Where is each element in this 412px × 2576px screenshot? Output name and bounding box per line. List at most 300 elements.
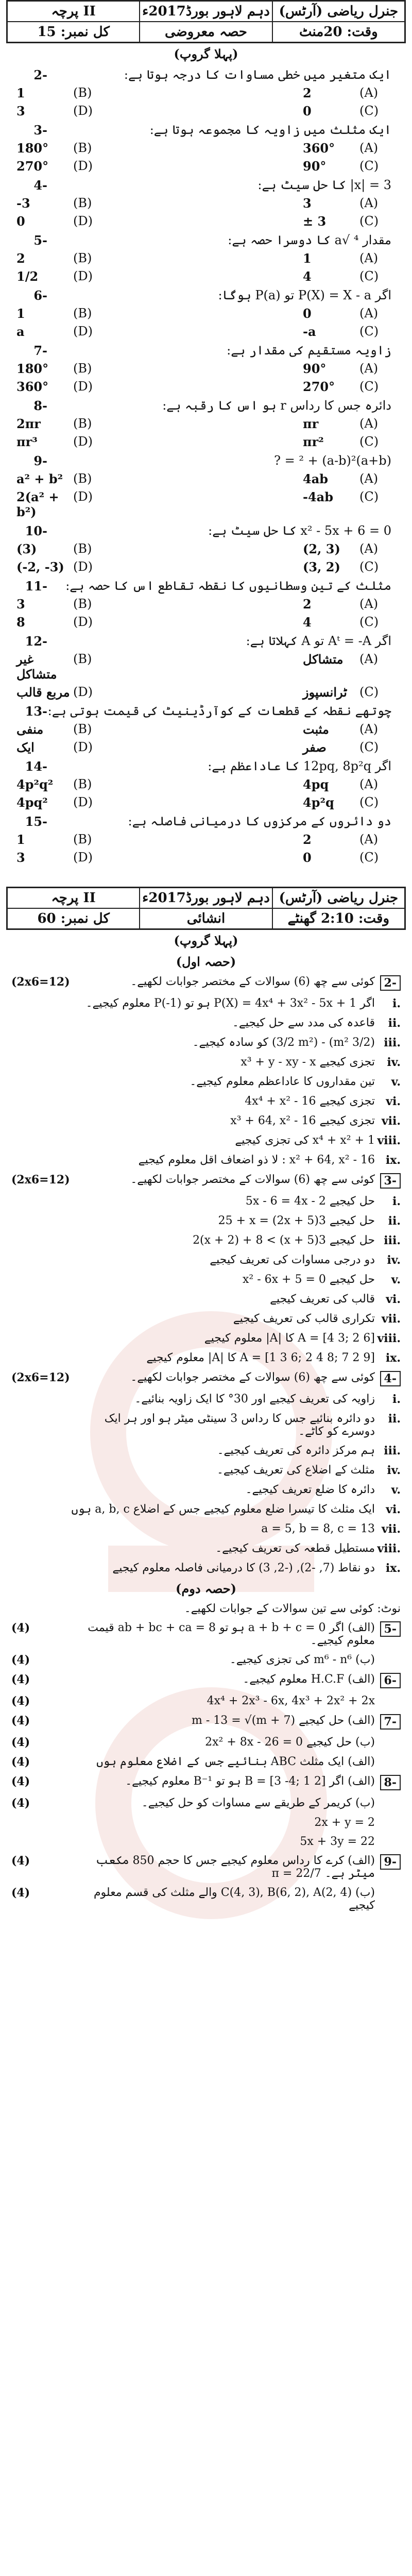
option-label: (B) xyxy=(73,541,92,556)
mcq-text: ایک مثلث میں زاویہ کا مجموعہ ہوتا ہے: xyxy=(149,123,391,137)
paper2-subject: جنرل ریاضی (آرٹس) xyxy=(272,888,405,908)
short-question-item xyxy=(6,1500,406,1519)
item-number: vii. xyxy=(381,1312,401,1326)
short-question-item xyxy=(6,1250,406,1270)
short-question-item xyxy=(6,1348,406,1368)
short-question-item xyxy=(6,1558,406,1578)
item-number: viii. xyxy=(377,1332,401,1345)
item-number: vii. xyxy=(381,1114,401,1128)
mcq-options xyxy=(6,195,406,230)
option-value: صفر xyxy=(303,740,327,755)
option-label: (A) xyxy=(359,597,379,611)
item-number: vi. xyxy=(386,1095,401,1108)
long-question-item xyxy=(6,1883,406,1915)
option-value: مثبت xyxy=(303,722,329,737)
option-label: (A) xyxy=(359,361,379,376)
mcq-question-row xyxy=(6,631,406,651)
mcq-text: چوتھے نقطہ کے قطعات کے کوآرڈینیٹ کی قیمت ہوتی ہے: xyxy=(47,704,391,718)
option-label: (D) xyxy=(73,269,93,283)
item-text: حل کیجیے 5x - 6 = 4x - 2 xyxy=(245,1195,375,1208)
item-number: ix. xyxy=(385,1562,401,1575)
mcq-question-row xyxy=(6,520,406,540)
option-label: (A) xyxy=(359,306,379,320)
option-value: ایک xyxy=(16,740,35,755)
option-label: (D) xyxy=(73,740,93,754)
paper2-group: (پہلا گروپ) xyxy=(174,933,238,948)
mcq-text: ایک متغیر میں خطی مساوات کا درجہ ہوتا ہے: xyxy=(124,67,391,82)
short-question-item xyxy=(6,1033,406,1053)
mcq-text: اگر Aᵗ = -A تو A کہلاتا ہے: xyxy=(246,634,391,648)
question-marks: (2x6=12) xyxy=(11,1371,70,1384)
mcq-text: دائرہ جس کا رداس r ہو اس کا رقبہ ہے: xyxy=(162,398,391,413)
mcq-question-row xyxy=(6,340,406,360)
option-value: منفی xyxy=(16,722,44,737)
mcq-question-row xyxy=(6,64,406,84)
option-spacer xyxy=(109,251,303,266)
option-label: (D) xyxy=(73,434,93,449)
option-value: -a xyxy=(303,324,316,339)
mcq-question-row xyxy=(6,395,406,415)
mcq-question xyxy=(6,64,406,120)
item-number: iii. xyxy=(384,1444,401,1458)
question-title: کوئی سے چھ (6) سوالات کے مختصر جوابات لکھیے۔ xyxy=(130,1371,375,1384)
long-questions xyxy=(6,1618,406,1915)
option-spacer xyxy=(109,832,303,847)
item-text: دائرہ کا ضلع تعریف کیجیے۔ xyxy=(245,1483,375,1496)
option-spacer xyxy=(109,379,303,394)
mcq-text: دو دائروں کے مرکزوں کا درمیانی فاصلہ ہے: xyxy=(128,814,391,828)
option-value: 3 xyxy=(16,104,25,118)
option-label: (C) xyxy=(359,269,379,283)
item-marks: (4) xyxy=(11,1673,30,1686)
option-label: (B) xyxy=(73,141,92,155)
item-text: ہم مرکز دائرہ کی تعریف کیجیے۔ xyxy=(217,1444,375,1457)
short-question-item xyxy=(6,1480,406,1500)
item-text: x⁴ + x² + 1 کی تجزی کیجیے xyxy=(235,1134,375,1147)
item-marks: (4) xyxy=(11,1736,30,1749)
option-value: 1 xyxy=(16,86,25,100)
option-value: 180° xyxy=(16,361,49,376)
item-text: مثلث کے اضلاع کی تعریف کیجیے۔ xyxy=(216,1464,375,1477)
mcq-question-row xyxy=(6,575,406,596)
mcq-text: مثلث کے تین وسطانیوں کا نقطہ تقاطع اس کا حصہ ہے: xyxy=(65,579,391,593)
option-label: (B) xyxy=(73,306,92,320)
long-question-item xyxy=(6,1772,406,1793)
item-number: v. xyxy=(391,1483,401,1497)
option-label: (B) xyxy=(73,471,92,486)
option-label: (A) xyxy=(359,652,379,666)
item-number xyxy=(375,1673,401,1688)
mcq-question xyxy=(6,395,406,450)
short-question-item xyxy=(6,994,406,1013)
option-label: (B) xyxy=(73,777,92,791)
short-question-item xyxy=(6,1270,406,1290)
option-label: (C) xyxy=(359,615,379,629)
option-label: (B) xyxy=(73,196,92,210)
short-question-item xyxy=(6,1150,406,1170)
option-value: 4p²q² xyxy=(16,777,54,792)
item-number: iii. xyxy=(384,1234,401,1247)
option-value: متشاکل xyxy=(303,652,344,667)
item-marks: (4) xyxy=(11,1755,30,1769)
option-value: مربع قالب xyxy=(16,685,70,700)
item-text: (الف) H.C.F معلوم کیجیے۔ xyxy=(243,1673,375,1686)
item-text: (الف) اگر B = [3 -4; 1 2] ہو تو B⁻¹ معلوم کیجیے۔ xyxy=(125,1775,375,1788)
paper1-part: حصہ معروضی xyxy=(140,22,272,42)
option-value: (-2, -3) xyxy=(16,560,64,574)
note-text: نوٹ: کوئی سے تین سوالات کے جوابات لکھیے۔ xyxy=(184,1602,401,1615)
long-question-item xyxy=(6,1691,406,1711)
option-value: 1 xyxy=(16,306,25,321)
item-text: A = [4 3; 2 6] کا |A| معلوم کیجیے xyxy=(204,1332,375,1345)
question-number-box: 4- xyxy=(380,1371,401,1386)
option-value: ± 3 xyxy=(303,214,327,229)
short-question-item xyxy=(6,1231,406,1250)
option-label: (B) xyxy=(73,86,92,100)
item-text: 4x⁴ + 2x³ - 6x, 4x³ + 2x² + 2x xyxy=(207,1694,375,1707)
mcq-options xyxy=(6,596,406,631)
option-value: 2 xyxy=(16,251,25,266)
option-spacer xyxy=(109,159,303,174)
item-text: دو درجی مساوات کی تعریف کیجیے xyxy=(210,1253,375,1266)
item-text: تجزی کیجیے x³ + 64, x² - 16 xyxy=(230,1114,375,1127)
question-title: کوئی سے چھ (6) سوالات کے مختصر جوابات لکھیے۔ xyxy=(130,975,375,988)
item-marks: (4) xyxy=(11,1854,30,1868)
item-text: (الف) حل کیجیے m - 13 = √(m + 7) xyxy=(191,1714,375,1727)
short-question-item xyxy=(6,1329,406,1348)
mcq-options xyxy=(6,305,406,340)
option-label: (A) xyxy=(359,141,379,155)
option-label: (B) xyxy=(73,597,92,611)
mcq-options xyxy=(6,360,406,395)
option-label: (B) xyxy=(73,722,92,736)
mcq-text: مقدار a√ ⁴ کا دوسرا حصہ ہے: xyxy=(228,233,391,247)
option-value: -4ab xyxy=(303,489,333,504)
option-value: a² + b² xyxy=(16,471,63,486)
item-number: viii. xyxy=(377,1542,401,1555)
mcq-number: 10- xyxy=(25,523,47,538)
option-label: (C) xyxy=(359,795,379,809)
option-spacer xyxy=(109,489,303,519)
option-spacer xyxy=(109,214,303,229)
short-question-item xyxy=(6,1290,406,1309)
mcq-number: 12- xyxy=(25,634,47,649)
question-number-box: 6- xyxy=(380,1673,401,1688)
paper2-header xyxy=(6,887,406,930)
option-spacer xyxy=(109,850,303,865)
option-value: 90° xyxy=(303,361,327,376)
short-question-header xyxy=(6,1170,406,1192)
item-text: حل کیجیے 3(2x + 5) = 25 + x xyxy=(218,1214,375,1227)
item-number: i. xyxy=(392,997,401,1010)
option-value: 270° xyxy=(303,379,335,394)
option-label: (D) xyxy=(73,685,93,699)
option-label: (A) xyxy=(359,832,379,846)
option-label: (C) xyxy=(359,104,379,118)
option-value: 1/2 xyxy=(16,269,39,284)
short-question-item xyxy=(6,1131,406,1150)
mcq-question-row xyxy=(6,450,406,470)
long-question-item xyxy=(6,1670,406,1691)
option-label: (B) xyxy=(73,251,92,265)
mcq-text: زاویہ مستقیم کی مقدار ہے: xyxy=(227,343,391,358)
item-text: زاویہ کی تعریف کیجیے اور 30° کا ایک زاویہ بنائیے۔ xyxy=(134,1393,375,1405)
item-text: قاعدہ کی مدد سے حل کیجیے۔ xyxy=(232,1016,375,1029)
question-number xyxy=(375,1173,401,1189)
option-label: (C) xyxy=(359,560,379,574)
mcq-options xyxy=(6,721,406,756)
mcq-options xyxy=(6,776,406,811)
item-text: (الف) کرے کا رداس معلوم کیجیے جس کا حجم 850 مکعب میٹر ہے۔ π = 22/7 xyxy=(96,1854,375,1880)
option-label: (B) xyxy=(73,416,92,431)
mcq-question xyxy=(6,230,406,285)
option-label: (C) xyxy=(359,324,379,338)
option-value: 360° xyxy=(303,141,335,156)
question-marks: (2x6=12) xyxy=(11,975,70,989)
item-number: i. xyxy=(392,1195,401,1208)
paper1-time: وقت: 20منٹ xyxy=(272,22,405,42)
item-text: x² + 64, x² - 16 : لا ذو اضعاف اقل معلوم کیجیے xyxy=(138,1154,375,1166)
exam-page xyxy=(6,0,406,1915)
option-value: πr² xyxy=(303,434,324,449)
option-label: (A) xyxy=(359,471,379,486)
mcq-question xyxy=(6,285,406,340)
item-text: دو نقاط (7, -2), (-2, 3) کا درمیانی فاصلہ معلوم کیجیے xyxy=(112,1562,375,1574)
option-value: (3, 2) xyxy=(303,560,340,574)
item-number: ix. xyxy=(385,1154,401,1167)
option-spacer xyxy=(109,685,303,700)
option-label: (D) xyxy=(73,560,93,574)
item-text: (الف) اگر a + b + c = 0 ہو تو ab + bc + ca = 8 قیمت معلوم کیجیے۔ xyxy=(88,1621,375,1647)
option-value: 3 xyxy=(16,597,25,612)
option-label: (D) xyxy=(73,615,93,629)
item-text: تکراری قالب کی تعریف کیجیے xyxy=(233,1312,375,1325)
paper1-group: (پہلا گروپ) xyxy=(174,46,238,61)
mcq-number: 13- xyxy=(25,704,47,719)
item-text: اگر P(X) = 4x⁴ + 3x² - 5x + 1 ہو تو P(-1) معلوم کیجیے۔ xyxy=(85,997,375,1010)
option-label: (D) xyxy=(73,489,93,504)
option-spacer xyxy=(109,434,303,449)
mcq-question xyxy=(6,811,406,866)
note xyxy=(6,1599,406,1618)
short-question-item xyxy=(6,1013,406,1033)
option-value: غیر متشاکل xyxy=(16,652,57,682)
item-number xyxy=(375,1621,401,1637)
item-number: ix. xyxy=(385,1351,401,1365)
mcq-number: 9- xyxy=(33,453,47,468)
option-value: 270° xyxy=(16,159,49,174)
option-label: (B) xyxy=(73,361,92,376)
mcq-options xyxy=(6,250,406,285)
option-label: (C) xyxy=(359,489,379,504)
option-spacer xyxy=(109,361,303,376)
mcq-question xyxy=(6,520,406,575)
item-text: A = [1 3 6; 2 4 8; 7 2 9] کا |A| معلوم کیجیے xyxy=(146,1351,375,1364)
mcq-question xyxy=(6,175,406,230)
paper2-part: انشائی xyxy=(140,908,272,929)
option-spacer xyxy=(109,104,303,118)
question-number-box: 7- xyxy=(380,1714,401,1730)
option-value: 0 xyxy=(303,850,312,865)
mcq-question-row xyxy=(6,285,406,305)
short-question-item xyxy=(6,1519,406,1539)
item-number: iii. xyxy=(384,1036,401,1049)
mcq-question-row xyxy=(6,120,406,140)
option-spacer xyxy=(109,471,303,486)
short-question-header xyxy=(6,1368,406,1389)
option-value: ٹرانسپوز xyxy=(303,685,347,700)
long-question-item xyxy=(6,1813,406,1832)
item-text: 5x + 3y = 22 xyxy=(300,1835,375,1848)
item-text: (ب) C(4, 3), B(6, 2), A(2, 4) والے مثلث کی قسم معلوم کیجیے xyxy=(93,1886,375,1912)
option-value: 3 xyxy=(303,196,312,211)
mcq-question xyxy=(6,701,406,756)
option-label: (A) xyxy=(359,541,379,556)
short-question-header xyxy=(6,972,406,994)
mcq-number: 15- xyxy=(25,814,47,829)
item-number: vi. xyxy=(386,1293,401,1306)
option-value: 2 xyxy=(303,86,312,100)
paper2-part2: (حصہ دوم) xyxy=(176,1581,236,1596)
question-number-box: 2- xyxy=(380,975,401,991)
mcq-number: 5- xyxy=(33,233,47,248)
item-text: تجزی کیجیے 4x⁴ + x² - 16 xyxy=(245,1095,375,1108)
option-label: (B) xyxy=(73,832,92,846)
option-label: (D) xyxy=(73,795,93,809)
mcq-question xyxy=(6,120,406,175)
mcq-question-row xyxy=(6,756,406,776)
question-number xyxy=(375,975,401,991)
option-value: 360° xyxy=(16,379,49,394)
paper1-subject: جنرل ریاضی (آرٹس) xyxy=(272,1,405,22)
mcq-options xyxy=(6,470,406,520)
option-spacer xyxy=(109,196,303,211)
option-spacer xyxy=(109,615,303,630)
item-number: iv. xyxy=(387,1464,401,1477)
option-label: (D) xyxy=(73,159,93,173)
option-label: (D) xyxy=(73,214,93,228)
item-text: (ب) کریمر کے طریقے سے مساوات کو حل کیجیے۔ xyxy=(141,1797,375,1809)
item-number: vii. xyxy=(381,1522,401,1536)
long-question-item xyxy=(6,1793,406,1813)
item-text: a = 5, b = 8, c = 13 xyxy=(261,1522,375,1535)
short-question-item xyxy=(6,1211,406,1231)
mcq-options xyxy=(6,84,406,120)
option-value: (2, 3) xyxy=(303,541,340,556)
option-spacer xyxy=(109,722,303,737)
mcq-text: (a+b)² + (a-b)² = ? xyxy=(274,453,391,468)
item-marks: (4) xyxy=(11,1653,30,1667)
option-spacer xyxy=(109,652,303,682)
option-spacer xyxy=(109,86,303,100)
item-text: قالب کی تعریف کیجیے xyxy=(270,1293,375,1306)
long-question-item xyxy=(6,1618,406,1650)
mcq-question-row xyxy=(6,811,406,831)
option-label: (D) xyxy=(73,850,93,865)
item-number: v. xyxy=(391,1075,401,1089)
mcq-question xyxy=(6,756,406,811)
short-question-item xyxy=(6,1409,406,1441)
paper2-board: دہم لاہور بورڈ2017ء xyxy=(140,888,272,908)
mcq-question-row xyxy=(6,230,406,250)
option-label: (C) xyxy=(359,850,379,865)
question-number xyxy=(375,1371,401,1386)
option-value: 4p²q xyxy=(303,795,334,810)
mcq-number: 2- xyxy=(33,67,47,82)
option-label: (A) xyxy=(359,777,379,791)
mcq-question xyxy=(6,340,406,395)
mcq-question-row xyxy=(6,701,406,721)
long-question-item xyxy=(6,1851,406,1883)
paper2-paper: پرچہ II xyxy=(7,888,140,908)
short-question-item xyxy=(6,1539,406,1558)
item-number: ii. xyxy=(388,1016,401,1030)
mcq-text: 3 = |x| کا حل سیٹ ہے: xyxy=(258,178,391,192)
short-question-item xyxy=(6,1309,406,1329)
option-spacer xyxy=(109,541,303,556)
option-label: (C) xyxy=(359,685,379,699)
mcq-text: x² - 5x + 6 = 0 کا حل سیٹ ہے: xyxy=(208,523,391,538)
option-spacer xyxy=(109,306,303,321)
option-spacer xyxy=(109,141,303,156)
item-text: 2x + y = 2 xyxy=(314,1816,375,1829)
item-number: iv. xyxy=(387,1056,401,1069)
item-marks: (4) xyxy=(11,1714,30,1727)
item-number: v. xyxy=(391,1273,401,1286)
mcq-question xyxy=(6,450,406,520)
question-marks: (2x6=12) xyxy=(11,1173,70,1187)
option-label: (A) xyxy=(359,251,379,265)
option-label: (D) xyxy=(73,104,93,118)
option-value: 4ab xyxy=(303,471,329,486)
item-number: vi. xyxy=(386,1503,401,1516)
option-spacer xyxy=(109,269,303,284)
mcq-options xyxy=(6,415,406,450)
item-number: iv. xyxy=(387,1253,401,1267)
item-number: i. xyxy=(392,1393,401,1406)
item-text: (الف) ایک مثلث ABC بنائیے جس کے اضلاع معلوم ہوں xyxy=(96,1755,375,1768)
item-marks: (4) xyxy=(11,1797,30,1810)
item-text: (3/2 m²) - (3/2 m²) کو سادہ کیجیے۔ xyxy=(192,1036,375,1049)
item-number: ii. xyxy=(388,1412,401,1426)
question-title: کوئی سے چھ (6) سوالات کے مختصر جوابات لکھیے۔ xyxy=(130,1173,375,1186)
question-number-box: 5- xyxy=(380,1621,401,1637)
short-questions xyxy=(6,972,406,1578)
option-label: (B) xyxy=(73,652,92,666)
mcq-options xyxy=(6,540,406,575)
short-question-item xyxy=(6,1092,406,1111)
option-value: 1 xyxy=(303,251,312,266)
item-text: دو دائرہ بنائیے جس کا رداس 3 سینٹی میٹر ہو اور ہر ایک دوسرے کو کاٹے۔ xyxy=(104,1412,375,1438)
option-label: (A) xyxy=(359,722,379,736)
short-question-item xyxy=(6,1072,406,1092)
option-spacer xyxy=(109,560,303,574)
item-text: (ب) m⁶ - n⁶ کی تجزی کیجیے۔ xyxy=(229,1653,375,1666)
option-value: 2(a² + b²) xyxy=(16,489,59,519)
mcq-number: 14- xyxy=(25,759,47,774)
option-label: (C) xyxy=(359,159,379,173)
mcq-text: اگر P(X) = X - a تو P(a) ہوگا: xyxy=(218,288,391,302)
item-text: مستطیل قطعہ کی تعریف کیجیے۔ xyxy=(215,1542,375,1555)
option-value: (3) xyxy=(16,541,37,556)
option-value: 2πr xyxy=(16,416,41,431)
question-number-box: 3- xyxy=(380,1173,401,1189)
item-marks: (4) xyxy=(11,1694,30,1708)
option-value: πr³ xyxy=(16,434,38,449)
option-label: (A) xyxy=(359,196,379,210)
mcq-list xyxy=(6,64,406,866)
short-question-item xyxy=(6,1192,406,1211)
